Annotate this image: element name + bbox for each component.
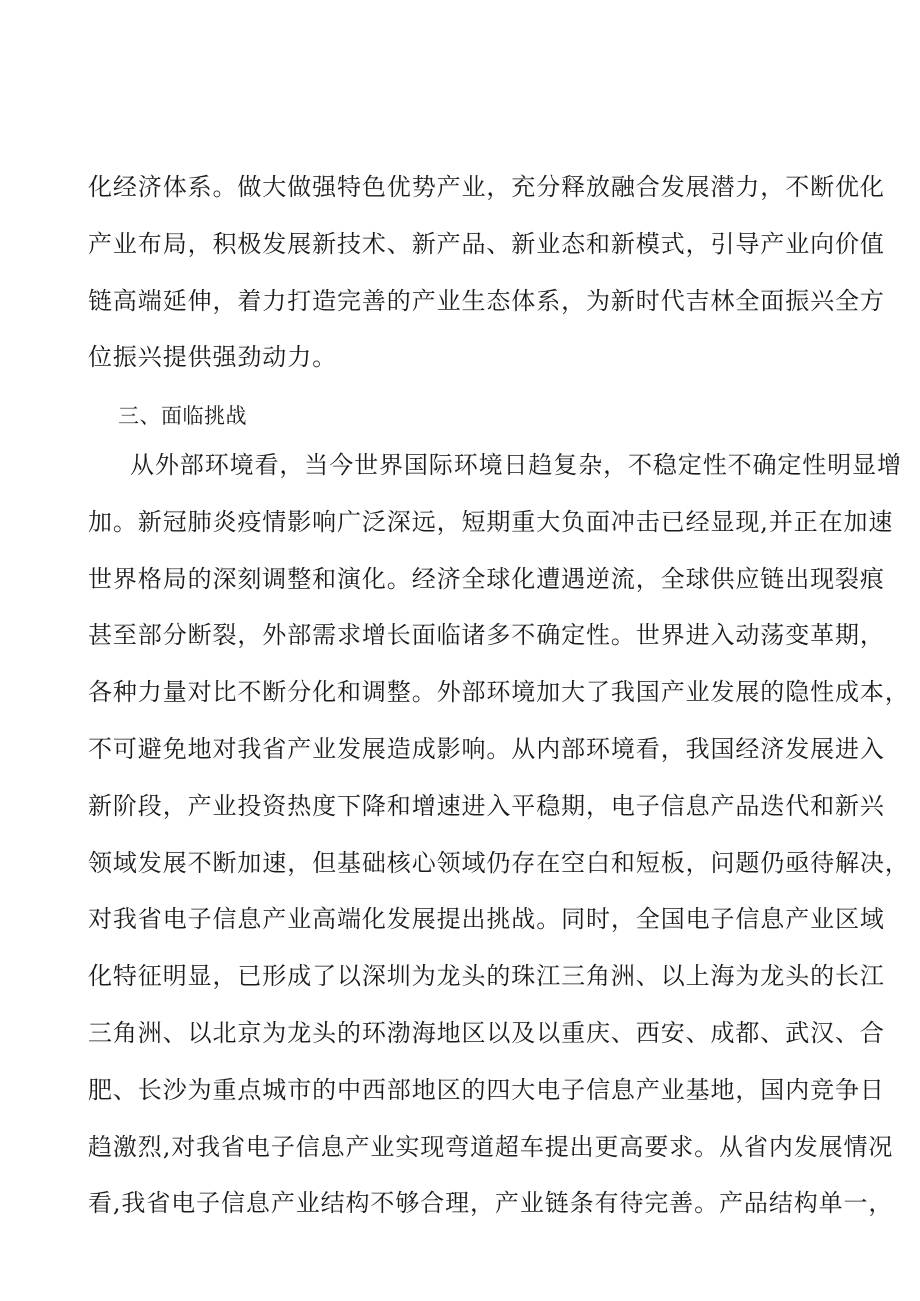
paragraph-1-line-1: 化经济体系。做大做强特色优势产业，充分释放融合发展潜力，不断优化 — [88, 173, 885, 201]
paragraph-2-line-5: 各种力量对比不断分化和调整。外部环境加大了我国产业发展的隐性成本， — [88, 678, 910, 706]
paragraph-2-line-8: 领域发展不断加速，但基础核心领域仍存在空白和短板，问题仍亟待解决， — [88, 849, 910, 877]
section-heading: 三、面临挑战 — [118, 404, 247, 428]
paragraph-2-line-1: 从外部环境看，当今世界国际环境日趋复杂，不稳定性不确定性明显增 — [130, 451, 902, 479]
paragraph-1-line-2: 产业布局，积极发展新技术、新产品、新业态和新模式，引导产业向价值 — [88, 230, 885, 258]
paragraph-2-line-4: 甚至部分断裂，外部需求增长面临诸多不确定性。世界进入动荡变革期， — [88, 621, 885, 649]
paragraph-1-line-4: 位振兴提供强劲动力。 — [88, 343, 337, 371]
paragraph-2-line-7: 新阶段，产业投资热度下降和增速进入平稳期，电子信息产品迭代和新兴 — [88, 792, 885, 820]
paragraph-1-line-3: 链高端延伸，着力打造完善的产业生态体系，为新时代吉林全面振兴全方 — [88, 287, 885, 315]
paragraph-2-line-6: 不可避免地对我省产业发展造成影响。从内部环境看，我国经济发展进入 — [88, 735, 885, 763]
paragraph-2-line-13: 趋激烈,对我省电子信息产业实现弯道超车提出更高要求。从省内发展情况 — [88, 1133, 894, 1161]
paragraph-2-line-9: 对我省电子信息产业高端化发展提出挑战。同时，全国电子信息产业区域 — [88, 905, 885, 933]
paragraph-2-line-14: 看,我省电子信息产业结构不够合理，产业链条有待完善。产品结构单一， — [88, 1189, 894, 1217]
paragraph-2-line-12: 肥、长沙为重点城市的中西部地区的四大电子信息产业基地，国内竞争日 — [88, 1076, 885, 1104]
paragraph-2-line-10: 化特征明显，已形成了以深圳为龙头的珠江三角洲、以上海为龙头的长江 — [88, 962, 885, 990]
paragraph-2-line-3: 世界格局的深刻调整和演化。经济全球化遭遇逆流，全球供应链出现裂痕 — [88, 565, 885, 593]
paragraph-2-line-11: 三角洲、以北京为龙头的环渤海地区以及以重庆、西安、成都、武汉、合 — [88, 1019, 885, 1047]
paragraph-2-line-2: 加。新冠肺炎疫情影响广泛深远，短期重大负面冲击已经显现,并正在加速 — [88, 508, 894, 536]
